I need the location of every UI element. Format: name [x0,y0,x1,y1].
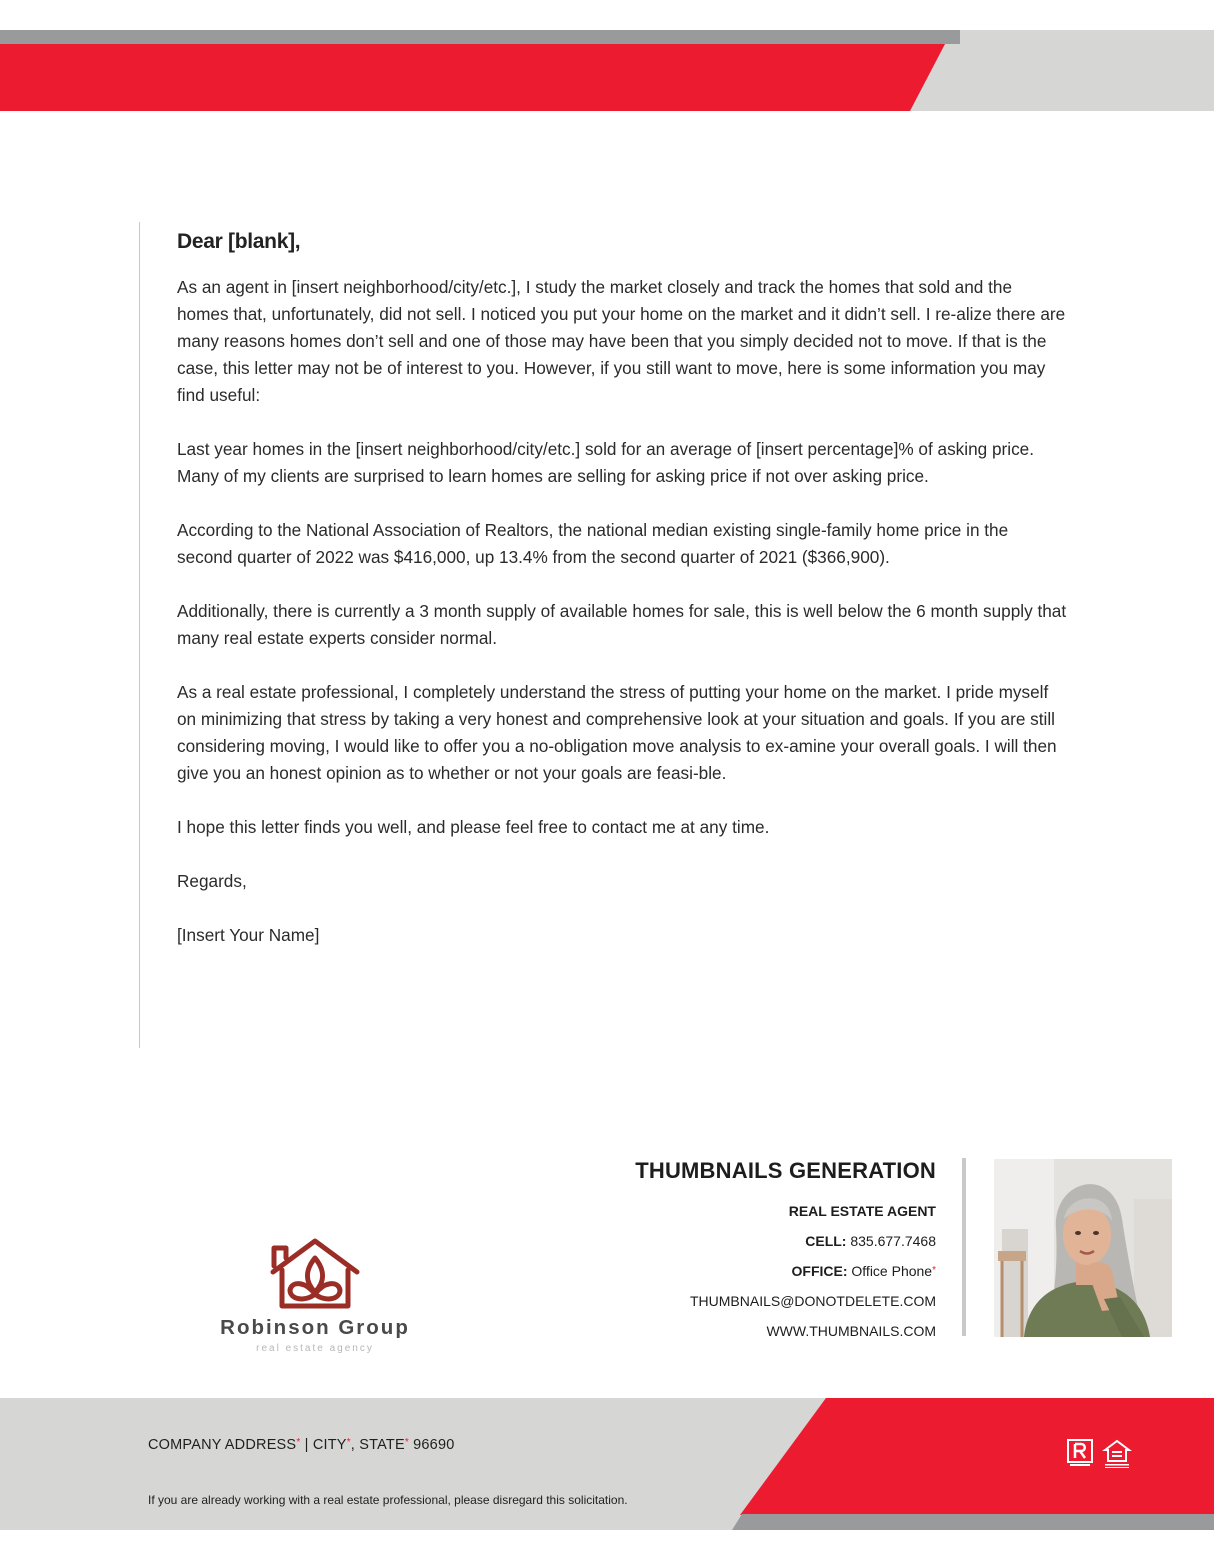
agent-cell: CELL: 835.677.7468 [805,1233,936,1249]
agency-logo [210,1236,420,1360]
agent-office: OFFICE: Office Phone* [791,1263,936,1279]
letter-paragraph: As a real estate professional, I completely understand the stress of putting your home on the market. I pride myself on minimizing that stress by taking a very honest and comprehensive look at your situation and goals. If you are still considering moving, I would like to offer you a no-obligation move analysis to ex-amine your overall goals. I will then give you an honest opinion as to whether or not your goals are feasi-ble. [177,682,1057,783]
letter-paragraph: As an agent in [insert neighborhood/city/etc.], I study the market closely and track the homes that sold and the homes that, unfortunately, did not sell. I noticed you put your home on the market and it didn’t sell. I re-alize there are many reasons homes don’t sell and one of those may have been that you simply decided not to move. If that is the case, this letter may not be of interest to you. However, if you still want to move, here is some information you may find useful: [177,277,1066,405]
agent-name: THUMBNAILS GENERATION [635,1158,936,1183]
letter-body [177,230,1067,976]
house-leaf-icon [210,1236,420,1316]
agent-divider [962,1158,966,1336]
letter-paragraph: According to the National Association of Realtors, the national median existing single-family home price in the second quarter of 2022 was $416,000, up 13.4% from the second quarter of 2021 ($366,900). [177,520,1009,567]
letter-greeting: Dear [blank], [177,230,301,253]
agent-info [520,1158,936,1346]
equal-housing-icon [1102,1439,1132,1469]
agent-website[interactable]: WWW.THUMBNAILS.COM [766,1323,936,1339]
letter-paragraph: I hope this letter finds you well, and please feel free to contact me at any time. [177,817,770,837]
agent-title: REAL ESTATE AGENT [788,1203,936,1219]
realtor-icon [1067,1439,1093,1469]
header-dark-grey-strip [0,30,960,44]
agent-email[interactable]: THUMBNAILS@DONOTDELETE.COM [689,1293,936,1309]
letter-closing: Regards, [177,871,247,891]
company-address: COMPANY ADDRESS* | CITY*, STATE* 96690 [148,1437,455,1453]
logo-tagline: real estate agency [256,1343,374,1354]
letter-signature: [Insert Your Name] [177,925,320,945]
agent-photo [994,1159,1172,1337]
solicitation-disclaimer: If you are already working with a real estate professional, please disregard this solicitation. [148,1493,628,1507]
letter-margin-rule [139,222,140,1048]
footer-dark-grey-strip [732,1514,1214,1530]
logo-wordmark: Robinson Group [220,1316,410,1339]
letter-paragraph: Additionally, there is currently a 3 month supply of available homes for sale, this is well below the 6 month supply that many real estate experts consider normal. [177,601,1067,648]
letter-paragraph: Last year homes in the [insert neighborhood/city/etc.] sold for an average of [insert percentage]% of asking price. Many of my clients are surprised to learn homes are selling for asking price if not over asking price. [177,439,1034,486]
header-red-band [0,44,945,111]
